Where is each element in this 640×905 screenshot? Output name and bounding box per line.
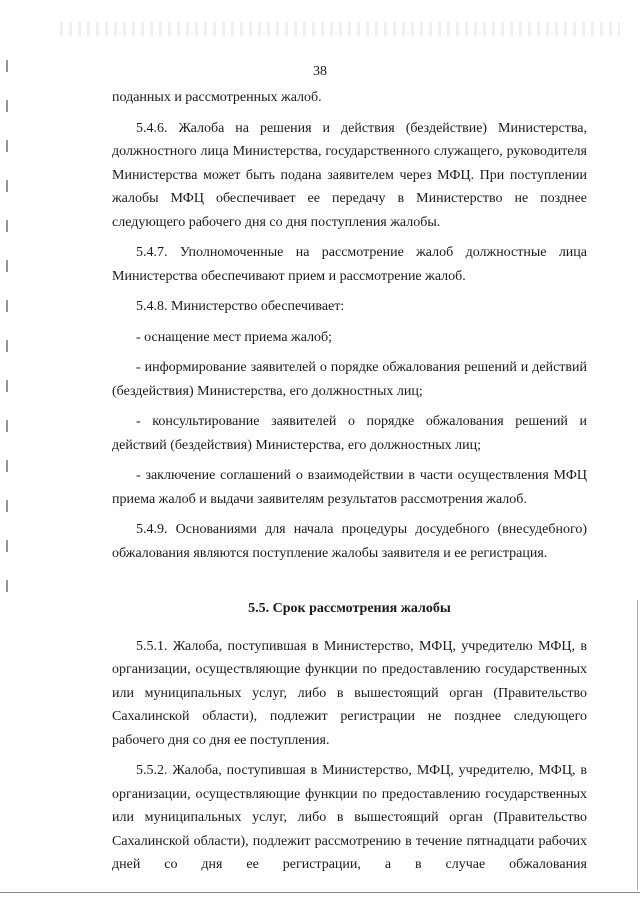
paragraph-5-4-6: 5.4.6. Жалоба на решения и действия (бездействие) Министерства, должностного лица Министерства, государственного служащего, руководителя Министерства может быть подана заявителем через МФЦ. При поступлении жалобы МФЦ обеспечивает ее передачу в Министерство не позднее следующего рабочего дня со дня поступления жалобы. [112,120,587,230]
list-item-equipping: - оснащение мест приема жалоб; [136,329,333,345]
list-item-agreements: - заключение соглашений о взаимодействии в части осуществления МФЦ приема жалоб и выдачи заявителям результатов рассмотрения жалоб. [112,468,587,507]
scan-artifact-bottom-edge [0,892,640,893]
scan-artifact-right-edge [637,600,638,890]
paragraph-5-4-8: 5.4.8. Министерство обеспечивает: [136,299,345,314]
page-number: 38 [313,64,327,79]
list-item-consulting: - консультирование заявителей о порядке обжалования решений и действий (бездействия) Министерства, его должностных лиц; [112,414,587,453]
document-body [112,86,587,877]
paragraph-5-5-2: 5.5.2. Жалоба, поступившая в Министерство, МФЦ, учредителю, МФЦ, в организации, осуществляющие функции по предоставлению государственных или муниципальных услуг, либо в вышестоящий орган (Правительство Сахалинской области), подлежит рассмотрению в течение пятнадцати рабочих дней со дня ее регистрации, а в случае обжалования [112,763,587,872]
scan-artifact-left-edge [6,60,8,620]
paragraph-continuation: поданных и рассмотренных жалоб. [112,90,322,105]
paragraph-5-4-7: 5.4.7. Уполномоченные на рассмотрение жалоб должностные лица Министерства обеспечивают прием и рассмотрение жалоб. [112,245,587,284]
list-item-informing: - информирование заявителей о порядке обжалования решений и действий (бездействия) Министерства, его должностных лиц; [112,360,587,399]
paragraph-5-5-1: 5.5.1. Жалоба, поступившая в Министерство, МФЦ, учредителю МФЦ, в организации, осуществляющие функции по предоставлению государственных или муниципальных услуг, либо в вышестоящий орган (Правительство Сахалинской области), подлежит регистрации не позднее следующего рабочего дня со дня ее поступления. [112,638,587,748]
section-title: 5.5. Срок рассмотрения жалобы [248,601,451,616]
paragraph-5-4-9: 5.4.9. Основаниями для начала процедуры досудебного (внесудебного) обжалования являются поступление жалобы заявителя и ее регистрация. [112,522,587,561]
scan-artifact-top [60,22,620,36]
